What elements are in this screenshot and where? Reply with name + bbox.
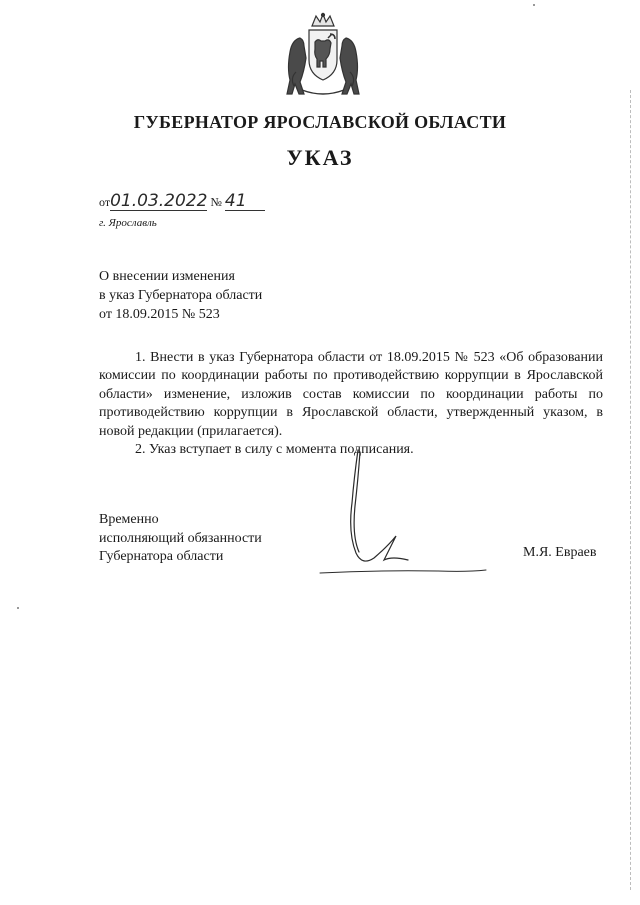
position-line: Губернатора области [99,549,224,565]
document-subject [99,267,262,324]
subject-line: О внесении изменения [99,269,235,284]
document-date: 01.03.2022 [110,191,208,211]
scan-artifact [533,4,535,6]
subject-line: в указ Губернатора области [99,288,263,303]
position-line: Временно [99,512,159,527]
signatory-name: М.Я. Евраев [523,545,597,560]
document-type-title: УКАЗ [286,145,354,170]
handwritten-signature-icon [318,448,488,583]
scan-artifact [17,607,19,609]
organization-title: ГУБЕРНАТОР ЯРОСЛАВСКОЙ ОБЛАСТИ [133,112,507,132]
scan-edge [630,90,632,890]
body-paragraph-2: 2. Указ вступает в силу с момента подписания. [135,442,414,458]
registration-line [99,193,265,211]
document-number: 41 [224,191,247,211]
date-prefix: от [99,195,111,209]
coat-of-arms-icon [282,12,364,102]
subject-line: от 18.09.2015 № 523 [99,307,220,322]
number-sign: № [210,195,222,209]
signatory-position [99,511,262,567]
city-label: г. Ярославль [99,217,157,229]
body-paragraph-1: 1. Внести в указ Губернатора области от 18.09.2015 № 523 «Об образовании комиссии по координации работы по противодействию коррупции в Ярославской области» изменение, изложив состав комиссии по координации работы по противодействию коррупции в Ярославской области, утвержденный указом, в новой редакции (прилагается). [99,350,603,439]
position-line: исполняющий обязанности [99,530,262,546]
document-body [99,349,603,459]
